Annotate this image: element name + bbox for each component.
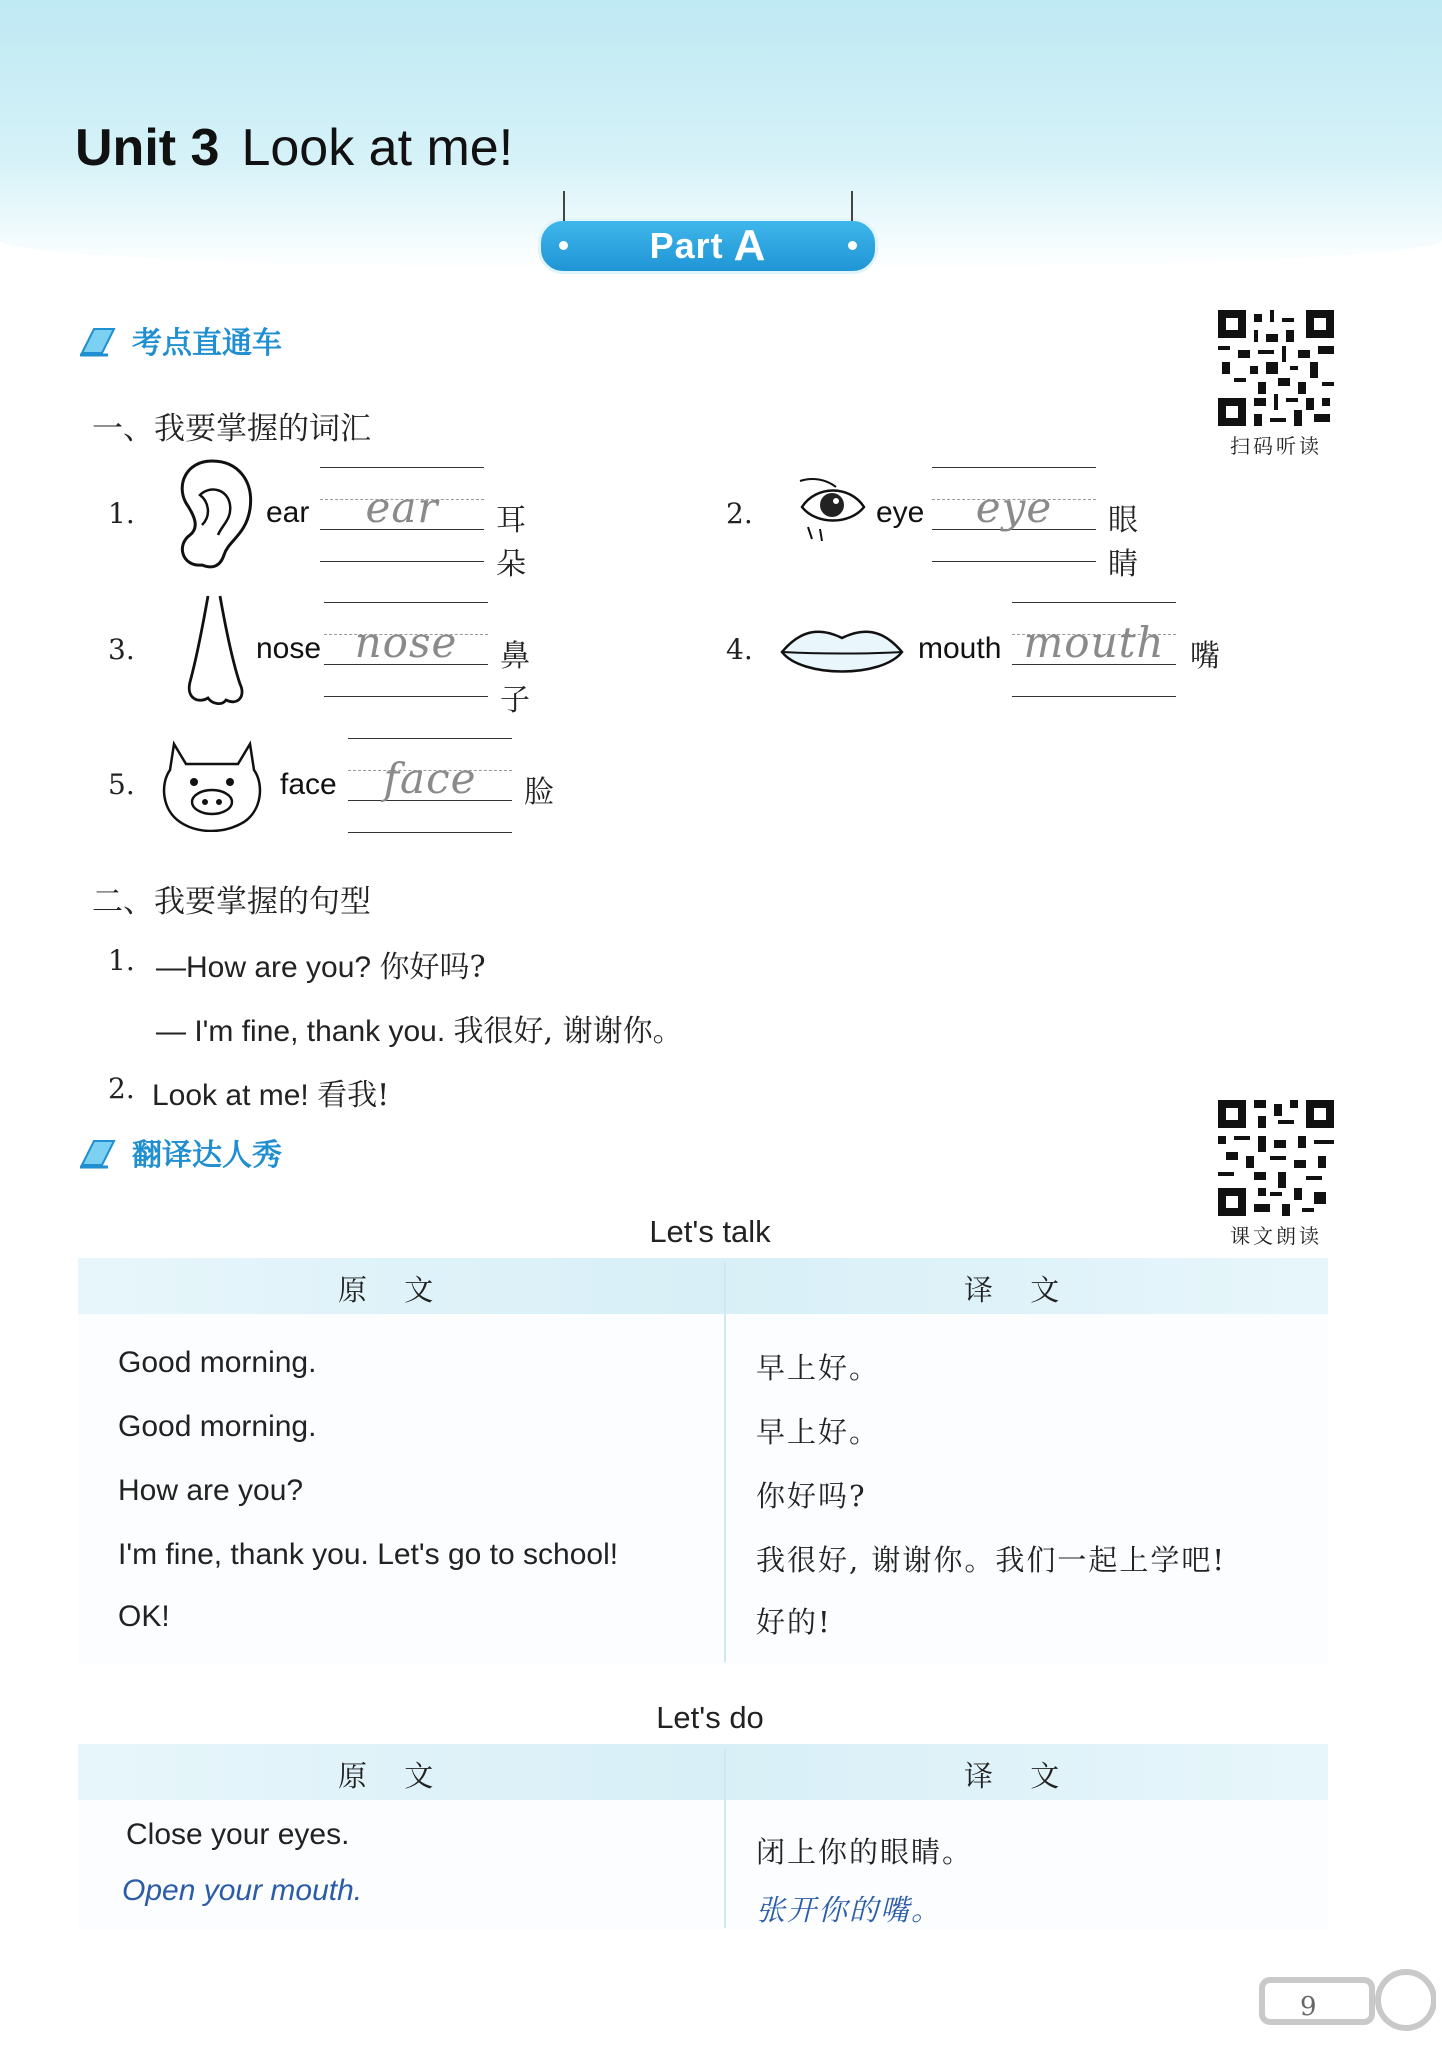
- do-column-divider: [724, 1748, 726, 1928]
- pattern-num: 2.: [108, 1072, 135, 1105]
- talk-row-en: OK!: [118, 1600, 170, 1633]
- pattern-en: —How are you?: [156, 951, 372, 984]
- pattern-line: [156, 942, 486, 986]
- vocab-word: face: [280, 768, 337, 801]
- handwritten-answer: nose: [354, 618, 458, 667]
- pattern-line: [156, 1006, 683, 1050]
- col-translation: 译 文: [964, 1273, 1074, 1307]
- do-row-en: Open your mouth.: [122, 1874, 363, 1907]
- qr-reading[interactable]: [1218, 1100, 1334, 1249]
- mouth-icon: [778, 620, 906, 686]
- talk-title: Let's talk: [649, 1214, 771, 1249]
- pattern-en: Look at me!: [152, 1079, 309, 1112]
- vocab-num: 1.: [108, 497, 135, 530]
- talk-row-en: I'm fine, thank you. Let's go to school!: [118, 1538, 619, 1571]
- col-original: 原 文: [338, 1759, 448, 1793]
- vocab-num: 2.: [726, 497, 753, 530]
- pattern-line: [152, 1070, 389, 1114]
- ear-icon: [172, 455, 258, 575]
- vocab-cn: 嘴: [1190, 639, 1220, 674]
- qr-code-icon[interactable]: [1218, 1100, 1334, 1216]
- pattern-cn: 我很好, 谢谢你。: [453, 1014, 683, 1049]
- pig-face-icon: [160, 740, 264, 832]
- do-row-cn: 闭上你的眼睛。: [756, 1835, 974, 1869]
- talk-row-cn: 早上好。: [756, 1351, 881, 1385]
- vocab-cn: 眼睛: [1108, 503, 1138, 582]
- section-title-translation: [78, 1130, 282, 1174]
- pencil-book-icon: [78, 1135, 118, 1169]
- vocab-word: mouth: [918, 632, 1002, 665]
- section-title-text: 考点直通车: [132, 326, 282, 361]
- patterns-heading: 二、我要掌握的句型: [92, 884, 371, 920]
- writing-lines: [320, 463, 484, 563]
- vocab-cn: 耳朵: [496, 503, 526, 582]
- talk-column-divider: [724, 1262, 726, 1662]
- section-title-key-points: [78, 318, 282, 362]
- section-title-text: 翻译达人秀: [132, 1138, 282, 1173]
- vocab-heading: 一、我要掌握的词汇: [92, 411, 371, 447]
- eye-icon: [796, 465, 868, 545]
- vocab-word: ear: [266, 496, 310, 529]
- talk-row-cn: 你好吗?: [756, 1479, 867, 1513]
- part-label: Part: [649, 225, 724, 266]
- vocab-word: eye: [876, 496, 925, 529]
- vocab-num: 4.: [726, 633, 753, 666]
- watermark-logo: [1256, 1960, 1436, 2055]
- talk-row-cn: 早上好。: [756, 1415, 881, 1449]
- pattern-cn: 你好吗?: [379, 950, 486, 985]
- writing-lines: [324, 598, 488, 698]
- talk-row-en: Good morning.: [118, 1410, 317, 1443]
- qr-code-icon[interactable]: [1218, 310, 1334, 426]
- vocab-num: 5.: [108, 768, 135, 801]
- talk-row-cn: 好的!: [756, 1605, 832, 1639]
- col-original: 原 文: [338, 1273, 448, 1307]
- pattern-en: — I'm fine, thank you.: [156, 1015, 446, 1048]
- do-table-header: [78, 1744, 1328, 1800]
- handwritten-answer: eye: [975, 483, 1053, 532]
- badge-dot-right: [848, 241, 857, 250]
- pattern-cn: 看我!: [317, 1078, 390, 1113]
- talk-row-en: How are you?: [118, 1474, 304, 1507]
- qr-listen[interactable]: [1218, 310, 1334, 459]
- col-translation: 译 文: [964, 1759, 1074, 1793]
- page-number: 9: [1300, 1992, 1317, 2022]
- writing-lines: [1012, 598, 1176, 698]
- unit-title-text: Look at me!: [241, 119, 514, 177]
- handwritten-answer: face: [383, 754, 477, 803]
- part-badge: [538, 218, 878, 274]
- unit-label: Unit 3: [75, 119, 220, 177]
- pattern-num: 1.: [108, 944, 135, 977]
- badge-pin-left: [563, 191, 565, 221]
- writing-lines: [348, 734, 512, 834]
- vocab-cn: 脸: [524, 775, 554, 810]
- do-title: Let's do: [656, 1700, 764, 1735]
- badge-dot-left: [559, 241, 568, 250]
- talk-row-en: Good morning.: [118, 1346, 317, 1379]
- talk-table-header: [78, 1258, 1328, 1314]
- badge-pin-right: [851, 191, 853, 221]
- do-row-en: Close your eyes.: [126, 1818, 350, 1851]
- writing-lines: [932, 463, 1096, 563]
- vocab-word: nose: [256, 632, 322, 665]
- handwritten-answer: mouth: [1023, 618, 1165, 667]
- unit-title: [75, 118, 513, 178]
- do-row-cn: 张开你的嘴。: [756, 1893, 943, 1927]
- nose-icon: [182, 590, 248, 710]
- handwritten-answer: ear: [365, 483, 439, 532]
- qr-label-reading: 课文朗读: [1230, 1224, 1322, 1248]
- vocab-cn: 鼻子: [500, 639, 530, 718]
- talk-row-cn: 我很好, 谢谢你。我们一起上学吧!: [756, 1543, 1227, 1577]
- pencil-book-icon: [78, 323, 118, 357]
- vocab-num: 3.: [108, 633, 135, 666]
- part-letter: A: [733, 221, 767, 270]
- qr-label-listen: 扫码听读: [1230, 434, 1322, 458]
